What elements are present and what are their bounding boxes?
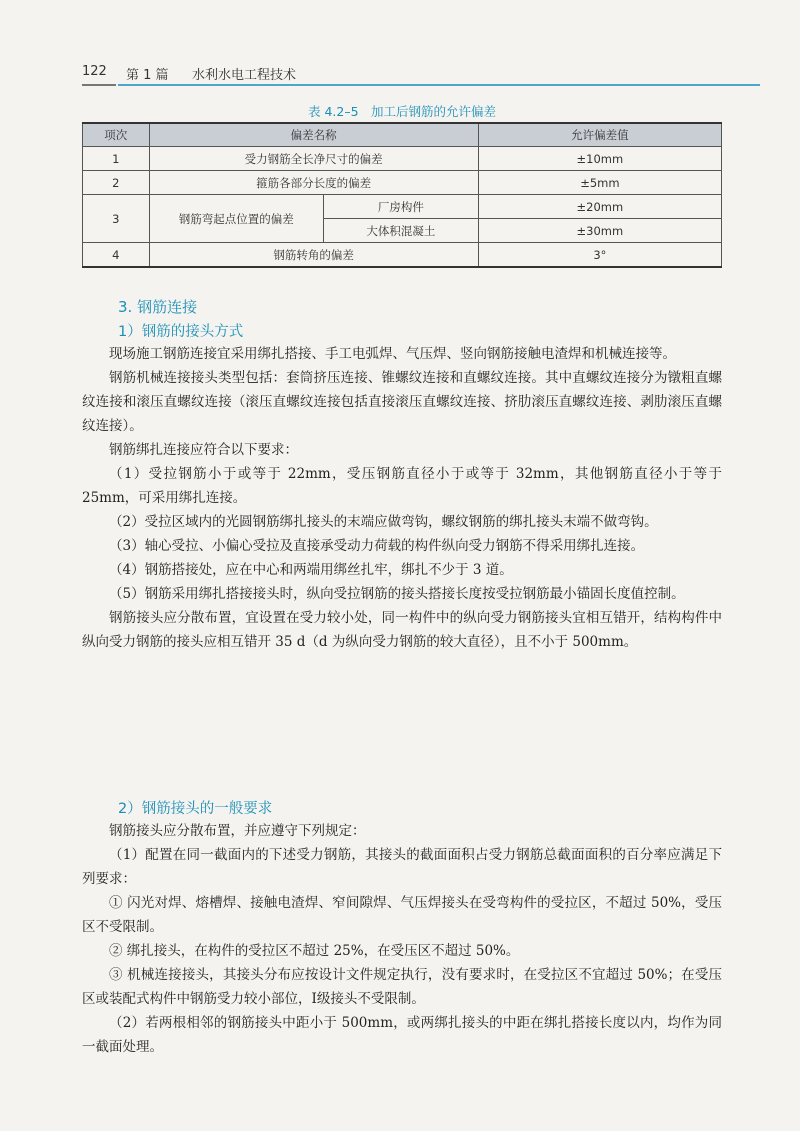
paragraph: ① 闪光对焊、熔槽焊、接触电渣焊、窄间隙焊、气压焊接头在受弯构件的受拉区，不超过 50%，受压区不受限制。	[82, 895, 722, 935]
subsection-heading: 2）钢筋接头的一般要求	[118, 801, 273, 817]
table-row	[83, 147, 722, 171]
subsection-body	[82, 342, 722, 654]
subsection-heading: 1）钢筋的接头方式	[118, 324, 244, 340]
row-name: 钢筋弯起点位置的偏差	[149, 195, 324, 243]
row-value: ±10mm	[478, 147, 721, 171]
header-cell-name: 偏差名称	[149, 123, 478, 147]
header-rule-left	[82, 84, 116, 86]
header-rule-right	[118, 84, 760, 86]
header-cell-no: 项次	[83, 123, 150, 147]
subsection-body	[82, 819, 722, 1059]
row-value: ±20mm	[478, 195, 721, 219]
part-label: 第 1 篇	[126, 68, 169, 83]
paragraph: 现场施工钢筋连接宜采用绑扎搭接、手工电弧焊、气压焊、竖向钢筋接触电渣焊和机械连接等。	[109, 346, 676, 362]
row-no: 3	[83, 195, 150, 243]
row-no: 4	[83, 243, 150, 268]
row-no: 2	[83, 171, 150, 195]
table-row	[83, 195, 722, 219]
book-title: 水利水电工程技术	[192, 68, 297, 83]
row-name: 受力钢筋全长净尺寸的偏差	[149, 147, 478, 171]
row-value: ±5mm	[478, 171, 721, 195]
paragraph: 钢筋绑扎连接应符合以下要求：	[109, 442, 298, 458]
paragraph: （2）若两根相邻的钢筋接头中距小于 500mm，或两绑扎接头的中距在绑扎搭接长度以内，均作为同一截面处理。	[82, 1015, 722, 1055]
row-value: ±30mm	[478, 219, 721, 243]
paragraph: ② 绑扎接头，在构件的受拉区不超过 25%，在受压区不超过 50%。	[109, 943, 520, 959]
table-row	[83, 171, 722, 195]
paragraph: （1）配置在同一截面内的下述受力钢筋，其接头的截面面积占受力钢筋总截面面积的百分率应满足下列要求：	[82, 847, 722, 887]
paragraph: （3）轴心受拉、小偏心受拉及直接承受动力荷载的构件纵向受力钢筋不得采用绑扎连接。	[109, 538, 645, 554]
table-header-row	[83, 123, 722, 147]
section-heading: 3. 钢筋连接	[118, 298, 198, 316]
tolerance-table	[82, 122, 722, 268]
table-caption: 表 4.2–5 加工后钢筋的允许偏差	[307, 104, 497, 119]
row-name: 箍筋各部分长度的偏差	[149, 171, 478, 195]
page-number: 122	[82, 64, 107, 79]
row-value: 3°	[478, 243, 721, 268]
paragraph: （5）钢筋采用绑扎搭接接头时，纵向受拉钢筋的接头搭接长度按受拉钢筋最小锚固长度值控制。	[109, 586, 685, 602]
row-name: 钢筋转角的偏差	[149, 243, 478, 268]
row-subname: 大体积混凝土	[324, 219, 479, 243]
page-header	[82, 64, 760, 84]
paragraph: 钢筋机械连接接头类型包括：套筒挤压连接、锥螺纹连接和直螺纹连接。其中直螺纹连接分为镦粗直螺纹连接和滚压直螺纹连接（滚压直螺纹连接包括直接滚压直螺纹连接、挤肋滚压直螺纹连接、剥肋滚压直螺纹连接）。	[82, 370, 722, 434]
header-cell-value: 允许偏差值	[478, 123, 721, 147]
table-row	[83, 243, 722, 268]
paragraph: （1）受拉钢筋小于或等于 22mm，受压钢筋直径小于或等于 32mm，其他钢筋直径小于等于 25mm，可采用绑扎连接。	[82, 466, 722, 506]
paragraph: ③ 机械连接接头，其接头分布应按设计文件规定执行，没有要求时，在受拉区不宜超过 50%；在受压区或装配式构件中钢筋受力较小部位，Ⅰ级接头不受限制。	[82, 967, 722, 1007]
row-no: 1	[83, 147, 150, 171]
paragraph: （4）钢筋搭接处，应在中心和两端用绑丝扎牢，绑扎不少于 3 道。	[109, 562, 513, 578]
paragraph: 钢筋接头应分散布置，宜设置在受力较小处，同一构件中的纵向受力钢筋接头宜相互错开，结构构件中纵向受力钢筋的接头应相互错开 35 d（d 为纵向受力钢筋的较大直径），且不小于 500mm。	[82, 610, 722, 650]
paragraph: 钢筋接头应分散布置，并应遵守下列规定：	[109, 823, 366, 839]
paragraph: （2）受拉区域内的光圆钢筋绑扎接头的末端应做弯钩，螺纹钢筋的绑扎接头末端不做弯钩。	[109, 514, 658, 530]
row-subname: 厂房构件	[324, 195, 479, 219]
